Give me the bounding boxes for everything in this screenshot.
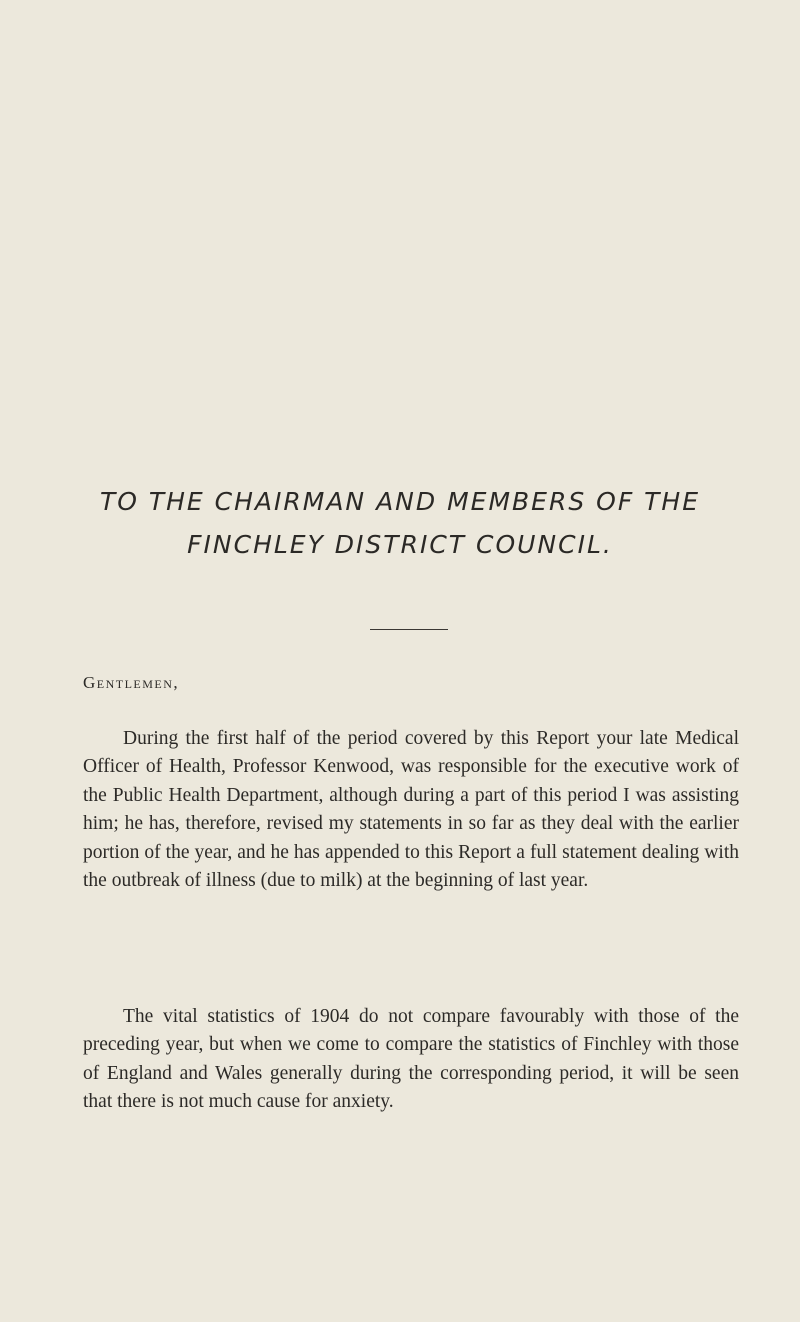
salutation: Gentlemen,: [83, 673, 180, 692]
paragraph-2: The vital statistics of 1904 do not compare favourably with those of the preceding year, but when we come to compare the statistics of Finchley with those of England and Wales generally during the corresponding period, it will be seen that there is not much cause for anxiety.: [83, 1006, 739, 1113]
divider-rule: [370, 629, 448, 630]
heading-line-1: TO THE CHAIRMAN AND MEMBERS OF THE: [99, 487, 701, 516]
paragraph-1: During the first half of the period covered by this Report your late Medical Officer of Health, Professor Kenwood, was responsible for the executive work of the Public Health Department, although during a part of this period I was assisting him; he has, therefore, revised my statements in so far as they deal with the earlier portion of the year, and he has appended to this Report a full statement dealing with the outbreak of illness (due to milk) at the beginning of last year.: [83, 728, 739, 892]
heading-line-2: FINCHLEY DISTRICT COUNCIL.: [187, 530, 613, 559]
